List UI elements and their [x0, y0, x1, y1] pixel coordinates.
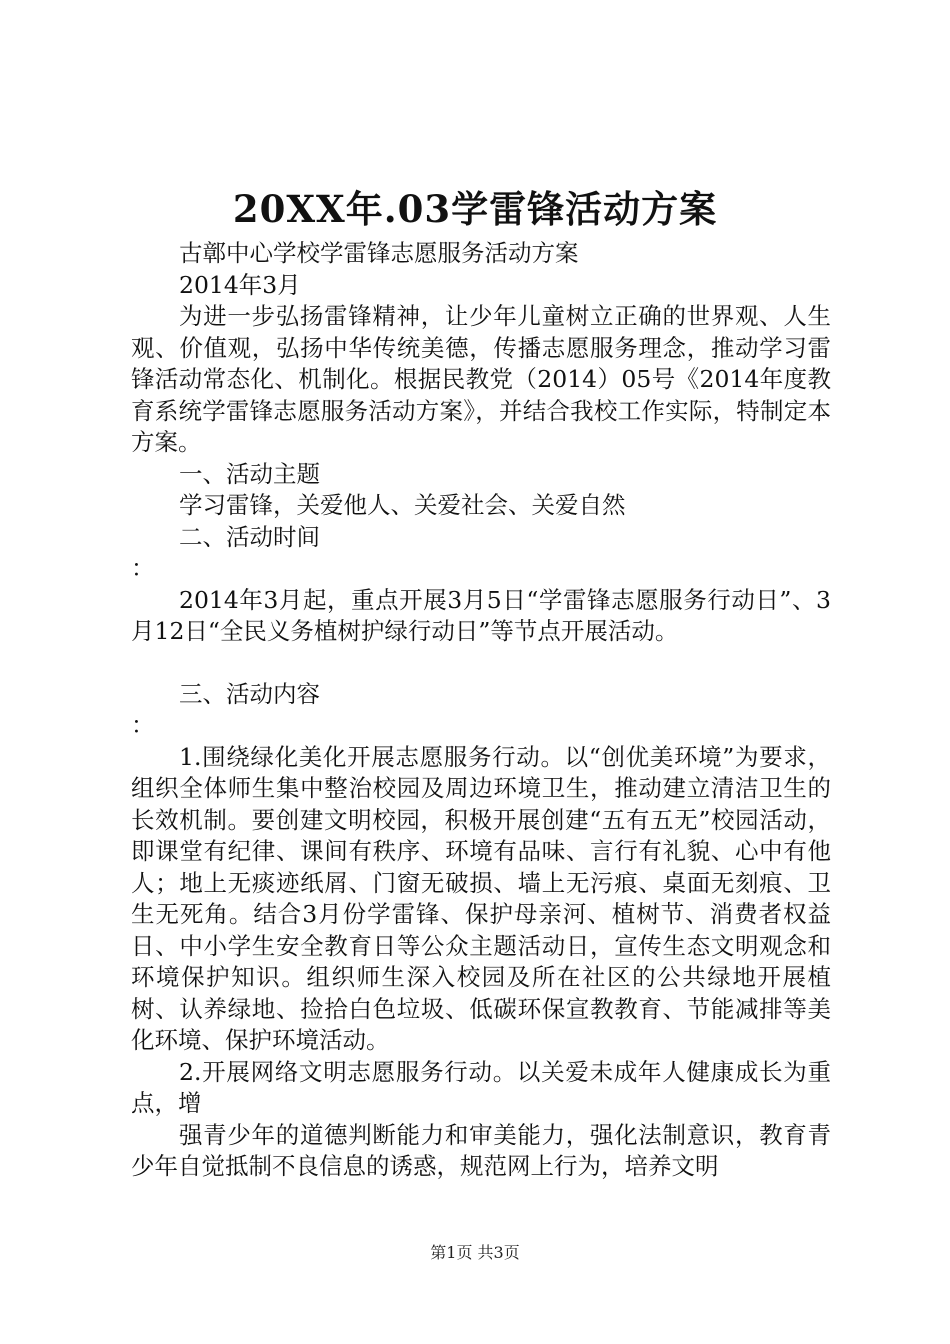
section-heading-time: 二、活动时间: [179, 522, 320, 551]
content-item-2: 2.开展网络文明志愿服务行动。以关爱未成年人健康成长为重点，增: [131, 1057, 831, 1117]
time-paragraph: 2014年3月起，重点开展3月5日“学雷锋志愿服务行动日”、3月12日“全民义务植树护绿行动日”等节点开展活动。: [131, 585, 831, 645]
section-heading-theme: 一、活动主题: [179, 459, 320, 488]
blank-line: [131, 648, 831, 679]
colon-line: ：: [131, 554, 155, 582]
colon-line: ：: [131, 711, 155, 739]
content-item-1: 1.围绕绿化美化开展志愿服务行动。以“创优美环境”为要求，组织全体师生集中整治校园及周边环境卫生，推动建立清洁卫生的长效机制。要创建文明校园，积极开展创建“五有五无”校园活动，即课堂有纪律、课间有秩序、环境有品味、言行有礼貌、心中有他人；地上无痰迹纸屑、门窗无破损、墙上无污痕、桌面无刻痕、卫生无死角。结合3月份学雷锋、保护母亲河、植树节、消费者权益日、中小学生安全教育日等公众主题活动日，宣传生态文明观念和环境保护知识。组织师生深入校园及所在社区的公共绿地开展植树、认养绿地、捡拾白色垃圾、低碳环保宣教教育、节能减排等美化环境、保护环境活动。: [131, 742, 831, 1054]
date-line: 2014年3月: [179, 270, 301, 299]
intro-paragraph: 为进一步弘扬雷锋精神，让少年儿童树立正确的世界观、人生观、价值观，弘扬中华传统美德，传播志愿服务理念，推动学习雷锋活动常态化、机制化。根据民教党（2014）05号《2014年度教育系统学雷锋志愿服务活动方案》，并结合我校工作实际，特制定本方案。: [131, 302, 831, 456]
subtitle-school-plan: 古鄣中心学校学雷锋志愿服务活动方案: [179, 239, 579, 267]
theme-text: 学习雷锋，关爱他人、关爱社会、关爱自然: [179, 491, 626, 519]
page-footer: 第1页 共3页: [430, 1243, 520, 1262]
section-heading-content: 三、活动内容: [179, 679, 320, 708]
content-item-2-continued: 强青少年的道德判断能力和审美能力，强化法制意识，教育青少年自觉抵制不良信息的诱惑，规范网上行为，培养文明: [131, 1120, 831, 1180]
document-title: 20XX年.03学雷锋活动方案: [232, 187, 718, 231]
document-body: [131, 238, 831, 1183]
